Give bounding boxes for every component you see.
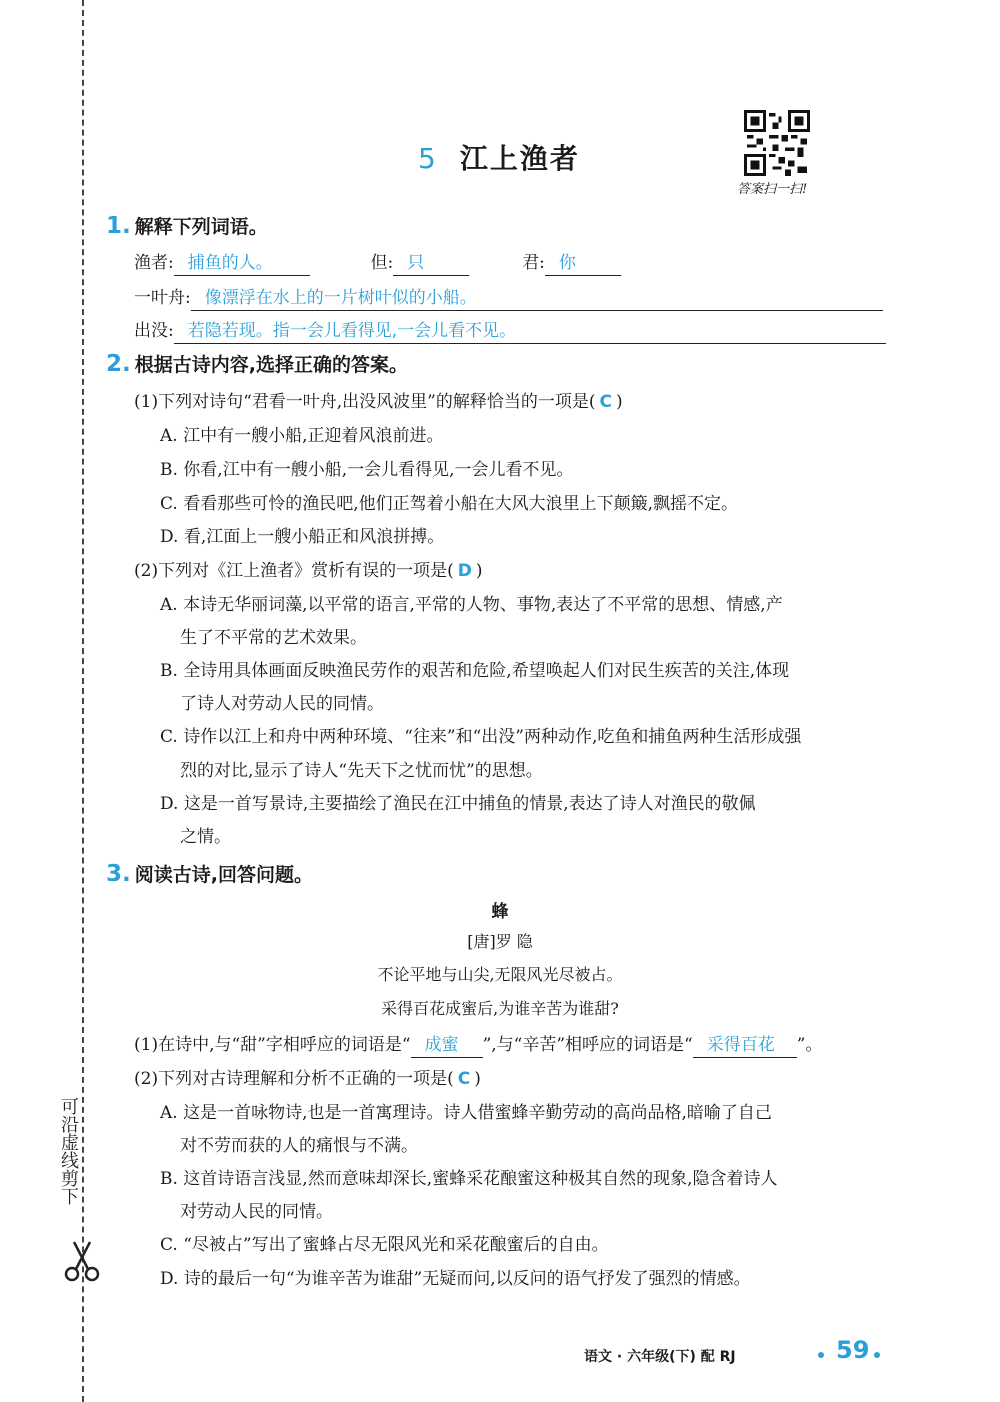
poem-line: 不论平地与山尖,无限风光尽被占。 (377, 965, 623, 984)
q1-row2: 一叶舟: 像漂浮在水上的一片树叶似的小船。 (134, 283, 883, 311)
option-cont: 之情。 (180, 827, 231, 847)
choice-answer[interactable]: C (457, 1069, 471, 1089)
q1-row1: 渔者: 捕鱼的人。 但: 只 君: 你 (134, 248, 621, 276)
lesson-title (418, 137, 580, 177)
option: C. 诗作以江上和舟中两种环境、“往来”和“出没”两种动作,吃鱼和捕鱼两种生活形成强 (160, 727, 802, 747)
answer-blank[interactable]: 你 (545, 251, 621, 276)
poem-line: 采得百花成蜜后,为谁辛苦为谁甜? (381, 999, 619, 1018)
footer-subject: 语文 · 六年级(下) 配 RJ (584, 1349, 736, 1365)
qr-code-icon[interactable] (744, 110, 810, 176)
option: B. 你看,江中有一艘小船,一会儿看得见,一会儿看不见。 (160, 460, 574, 480)
q2-number: 2. (106, 351, 131, 377)
choice-answer[interactable]: D (457, 561, 472, 581)
answer-blank[interactable]: 若隐若现。指一会儿看得见,一会儿看不见。 (174, 319, 886, 344)
lesson-number: 5 (418, 142, 438, 175)
lesson-name: 江上渔者 (459, 142, 580, 175)
cut-line (82, 0, 84, 1402)
page-dot (818, 1352, 824, 1358)
option: A. 本诗无华丽词藻,以平常的语言,平常的人物、事物,表达了不平常的思想、情感,产 (160, 595, 783, 615)
q3-sub2-stem: (2)下列对古诗理解和分析不正确的一项是( C ) (134, 1069, 481, 1089)
option-cont: 生了不平常的艺术效果。 (180, 628, 367, 648)
option: C. 看看那些可怜的渔民吧,他们正驾着小船在大风大浪里上下颠簸,飘摇不定。 (160, 494, 739, 514)
qr-caption: 答案扫一扫! (737, 182, 808, 197)
option-cont: 了诗人对劳动人民的同情。 (180, 694, 384, 714)
option: A. 这是一首咏物诗,也是一首寓理诗。诗人借蜜蜂辛勤劳动的高尚品格,暗喻了自己 (160, 1103, 772, 1123)
option-cont: 对不劳而获的人的痛恨与不满。 (180, 1136, 418, 1156)
cut-hint: 可沿虚线剪下 (58, 1097, 79, 1205)
scissors-icon (64, 1240, 100, 1284)
option-cont: 烈的对比,显示了诗人“先天下之忧而忧”的思想。 (180, 761, 543, 781)
q3-sub1: (1)在诗中,与“甜”字相呼应的词语是“ 成蜜 ”,与“辛苦”相呼应的词语是“ 采得百花 ”。 (134, 1030, 822, 1058)
q2-sub2-stem: (2)下列对《江上渔者》赏析有误的一项是( D ) (134, 561, 483, 581)
option: D. 这是一首写景诗,主要描绘了渔民在江中捕鱼的情景,表达了诗人对渔民的敬佩 (160, 794, 756, 814)
q1-row3: 出没: 若隐若现。指一会儿看得见,一会儿看不见。 (134, 316, 886, 344)
q3-number: 3. (106, 861, 131, 887)
option: D. 诗的最后一句“为谁辛苦为谁甜”无疑而问,以反问的语气抒发了强烈的情感。 (160, 1269, 751, 1289)
q1-number: 1. (106, 213, 131, 239)
option: A. 江中有一艘小船,正迎着风浪前进。 (160, 426, 444, 446)
q2-heading: 2. 根据古诗内容,选择正确的答案。 (106, 351, 408, 377)
option-cont: 对劳动人民的同情。 (180, 1202, 333, 1222)
answer-blank[interactable]: 像漂浮在水上的一片树叶似的小船。 (191, 286, 883, 311)
option: D. 看,江面上一艘小船正和风浪拼搏。 (160, 527, 445, 547)
answer-blank[interactable]: 只 (393, 251, 469, 276)
option: C. “尽被占”写出了蜜蜂占尽无限风光和采花酿蜜后的自由。 (160, 1235, 609, 1255)
page-number: 59 (836, 1336, 870, 1364)
choice-answer[interactable]: C (599, 392, 612, 412)
q3-heading: 3. 阅读古诗,回答问题。 (106, 861, 313, 887)
option: B. 全诗用具体画面反映渔民劳作的艰苦和危险,希望唤起人们对民生疾苦的关注,体现 (160, 661, 790, 681)
answer-blank[interactable]: 成蜜 (411, 1033, 483, 1058)
answer-blank[interactable]: 采得百花 (693, 1033, 797, 1058)
page-dot (874, 1352, 880, 1358)
option: B. 这首诗语言浅显,然而意味却深长,蜜蜂采花酿蜜这种极其自然的现象,隐含着诗人 (160, 1169, 778, 1189)
poem-author: [唐]罗 隐 (467, 932, 533, 951)
answer-blank[interactable]: 捕鱼的人。 (174, 251, 310, 276)
q1-heading: 1. 解释下列词语。 (106, 213, 268, 239)
q2-sub1-stem: (1)下列对诗句“君看一叶舟,出没风波里”的解释恰当的一项是( C ) (134, 392, 623, 412)
poem-title: 蜂 (491, 902, 509, 922)
